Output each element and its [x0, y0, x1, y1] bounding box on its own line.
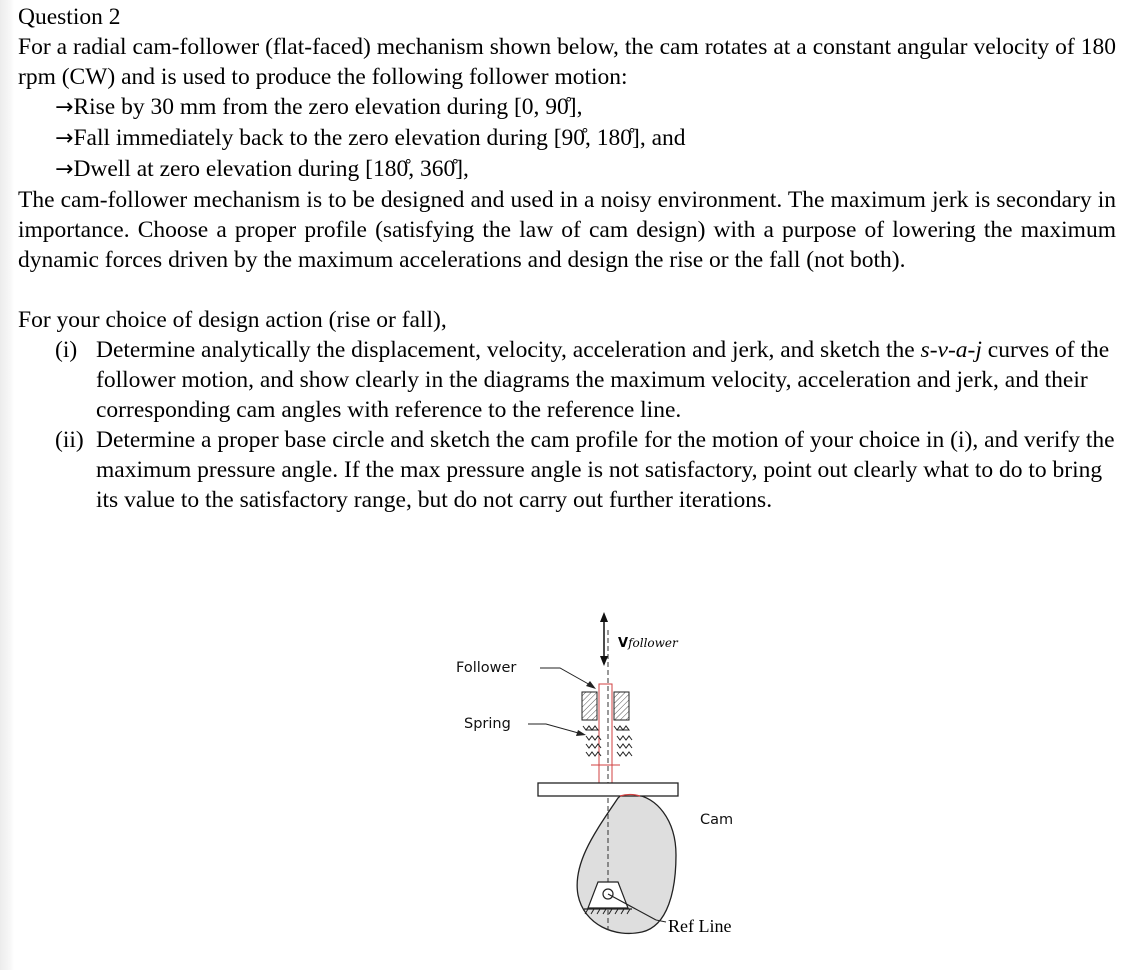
cam-follower-drawing	[440, 600, 800, 955]
part-text	[96, 425, 1116, 515]
part-text-a: Determine analytically the displacement, velocity, acceleration and jerk, and sketch the	[96, 337, 921, 363]
motion-item-rise	[55, 92, 1116, 123]
part-text-b: curves of the follower motion, and show clearly in the diagrams the maximum velocity, acceleration and jerk, and their corresponding cam angles with reference to the reference line.	[96, 337, 1110, 423]
task-parts-list	[55, 335, 1116, 515]
motion-text: Dwell at zero elevation during [180̊, 360̊],	[73, 156, 469, 182]
intro-paragraph: For a radial cam-follower (flat-faced) mechanism shown below, the cam rotates at a constant angular velocity of 180 rpm (CW) and is used to produce the following follower motion:	[18, 34, 1116, 90]
part-text-a: Determine a proper base circle and sketch the cam profile for the motion of your choice in (i), and verify the maximum pressure angle. If the max pressure angle is not satisfactory, point out clearly what to do to bring its value to the satisfactory range, but do not carry out further iterations.	[96, 427, 1115, 513]
right-spring	[614, 726, 632, 756]
cam-label: Cam	[700, 812, 734, 828]
follower-leader-head	[586, 681, 596, 689]
velocity-subscript: follower	[628, 636, 678, 650]
left-guide	[582, 692, 597, 720]
follower-stem	[599, 684, 612, 784]
part-number: (i)	[55, 337, 78, 363]
page-edge-shadow	[0, 0, 14, 970]
spring-leader-head	[576, 730, 586, 736]
velocity-symbol: V	[618, 636, 629, 651]
task-intro: For your choice of design action (rise or fall),	[18, 307, 447, 333]
question-title: Question 2	[18, 4, 121, 30]
velocity-arrow-down-head	[600, 656, 608, 666]
spring-leader	[528, 724, 582, 734]
arrow-icon: →	[55, 95, 74, 120]
motion-list	[55, 92, 1116, 185]
velocity-label	[618, 634, 678, 653]
follower-leader	[540, 668, 592, 686]
motion-text: Rise by 30 mm from the zero elevation during [0, 90̊],	[73, 94, 583, 120]
question-document	[18, 2, 1116, 515]
motion-text: Fall immediately back to the zero elevation during [90̊, 180̊], and	[73, 125, 686, 151]
motion-item-dwell	[55, 154, 1116, 185]
task-part-i	[55, 335, 1116, 425]
requirements-paragraph: The cam-follower mechanism is to be designed and used in a noisy environment. The maximum jerk is secondary in importance. Choose a proper profile (satisfying the law of cam design) with a purpose of lowering the maximum dynamic forces driven by the maximum accelerations and design the rise or the fall (not both).	[18, 187, 1116, 273]
cam-follower-diagram	[440, 600, 800, 955]
right-guide	[614, 692, 629, 720]
follower-face	[538, 783, 678, 796]
task-part-ii	[55, 425, 1116, 515]
arrow-icon: →	[55, 157, 74, 182]
paragraph-gap	[18, 275, 1116, 305]
part-number: (ii)	[55, 427, 84, 453]
spring-label: Spring	[464, 716, 511, 732]
ref-line-label: Ref Line	[668, 916, 732, 936]
part-text	[96, 335, 1116, 425]
velocity-arrow-up-head	[600, 612, 608, 622]
follower-label: Follower	[456, 660, 517, 676]
motion-item-fall	[55, 123, 1116, 154]
arrow-icon: →	[55, 126, 74, 151]
part-text-emphasis: s-v-a-j	[920, 337, 982, 363]
left-spring	[583, 726, 601, 756]
